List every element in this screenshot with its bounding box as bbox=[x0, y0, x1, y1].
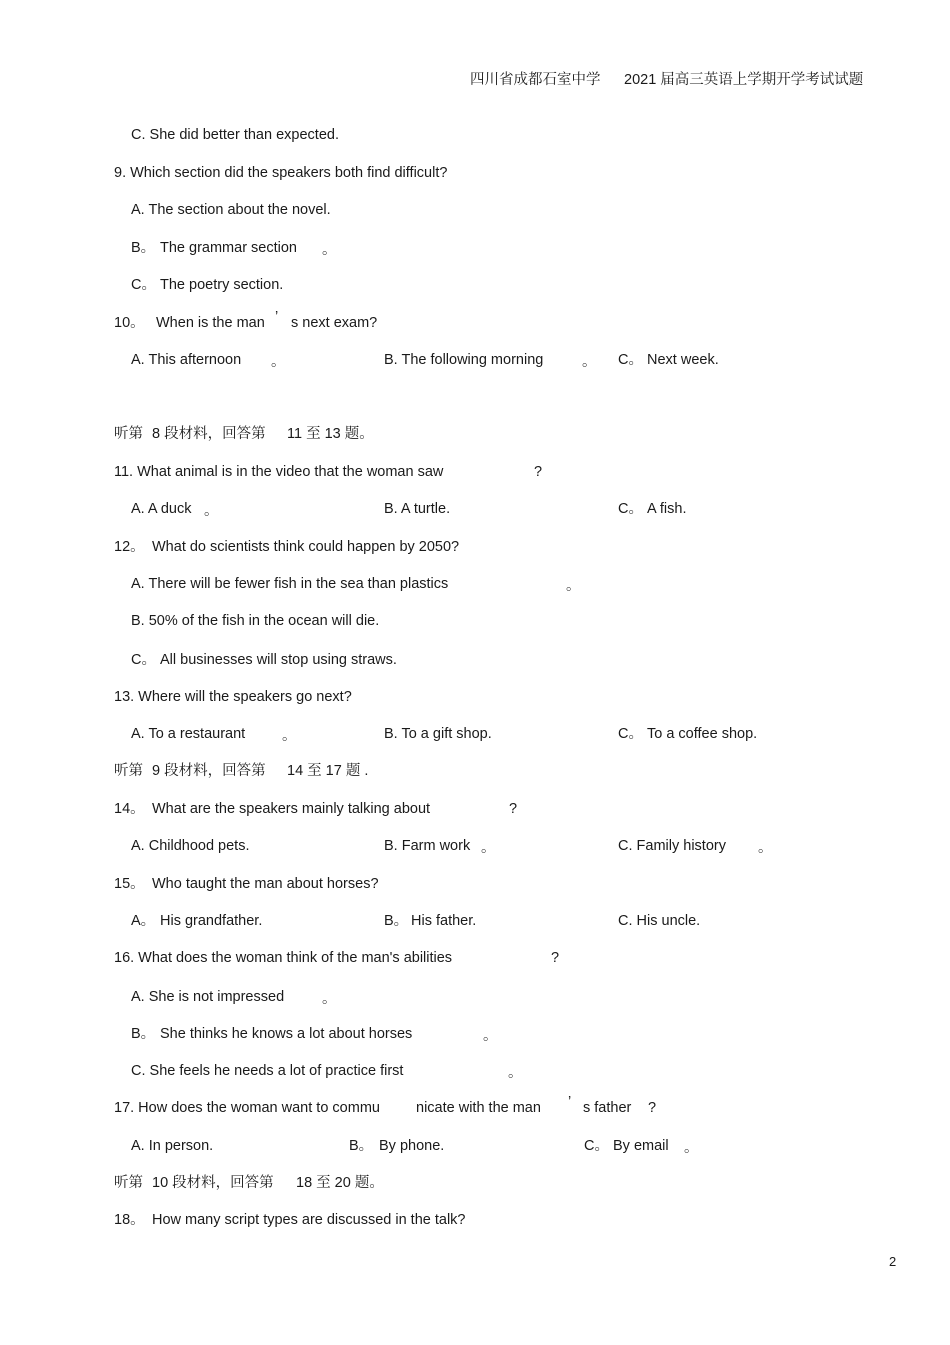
q17-option-c-period: 。 bbox=[684, 1140, 699, 1156]
q10-question-part1: When is the man bbox=[156, 315, 265, 331]
section8-label-b: 8 段材料，回答第 bbox=[152, 426, 266, 442]
q9-option-b-label: B。 bbox=[131, 240, 156, 256]
q17-question-part2: nicate with the man bbox=[416, 1100, 541, 1116]
q12-option-c-text: All businesses will stop using straws. bbox=[160, 652, 397, 668]
q16-option-b-period: 。 bbox=[483, 1028, 498, 1044]
q11-option-a-period: 。 bbox=[204, 503, 219, 519]
q11-option-c-text: A fish. bbox=[647, 501, 687, 517]
q17-option-b-label: B。 bbox=[349, 1138, 374, 1154]
q15-option-a-label: A。 bbox=[131, 913, 156, 929]
q10-question-part2: s next exam? bbox=[291, 315, 378, 331]
q10-option-c-text: Next week. bbox=[647, 352, 719, 368]
q10-option-b: B. The following morning bbox=[384, 352, 544, 368]
q15-option-a-text: His grandfather. bbox=[160, 913, 263, 929]
section9-label-c: 14 至 17 题 . bbox=[287, 763, 369, 779]
q13-option-c-text: To a coffee shop. bbox=[647, 726, 758, 742]
q16-question-mark: ? bbox=[551, 950, 560, 966]
q11-question-mark: ? bbox=[534, 464, 543, 480]
q17-question-part1: 17. How does the woman want to commu bbox=[114, 1100, 380, 1116]
q13-option-b: B. To a gift shop. bbox=[384, 726, 492, 742]
q17-apostrophe: ’ bbox=[568, 1094, 572, 1110]
q12-option-b: B. 50% of the fish in the ocean will die. bbox=[131, 613, 380, 629]
q14-number: 14。 bbox=[114, 801, 145, 817]
q10-option-c-label: C。 bbox=[618, 352, 643, 368]
q9-option-b-text: The grammar section bbox=[160, 240, 297, 256]
q17-option-b-text: By phone. bbox=[379, 1138, 445, 1154]
q10-option-a-period: 。 bbox=[271, 354, 286, 370]
page-number: 2 bbox=[889, 1254, 897, 1269]
header-school: 四川省成都石室中学 bbox=[470, 72, 601, 88]
q15-number: 15。 bbox=[114, 876, 145, 892]
q13-question: 13. Where will the speakers go next? bbox=[114, 689, 352, 705]
q16-option-a: A. She is not impressed bbox=[131, 989, 285, 1005]
q14-option-a: A. Childhood pets. bbox=[131, 838, 250, 854]
q12-number: 12。 bbox=[114, 539, 145, 555]
q10-number: 10。 bbox=[114, 315, 145, 331]
q14-option-c-period: 。 bbox=[758, 840, 773, 856]
q8-option-c: C. She did better than expected. bbox=[131, 127, 339, 143]
q9-question: 9. Which section did the speakers both find difficult? bbox=[114, 165, 448, 181]
q12-option-c-label: C。 bbox=[131, 652, 156, 668]
q11-option-b: B. A turtle. bbox=[384, 501, 451, 517]
q17-question-mark: ? bbox=[648, 1100, 657, 1116]
q17-option-a: A. In person. bbox=[131, 1138, 214, 1154]
q9-option-c-label: C。 bbox=[131, 277, 156, 293]
q15-option-b-text: His father. bbox=[411, 913, 477, 929]
section9-label-a: 听第 bbox=[114, 763, 143, 779]
q16-question: 16. What does the woman think of the man's abilities bbox=[114, 950, 453, 966]
q9-option-a: A. The section about the novel. bbox=[131, 202, 331, 218]
q12-option-a: A. There will be fewer fish in the sea than plastics bbox=[131, 576, 449, 592]
section8-label-a: 听第 bbox=[114, 426, 143, 442]
q13-option-a-period: 。 bbox=[282, 728, 297, 744]
q12-option-a-period: 。 bbox=[566, 578, 581, 594]
q17-question-part3: s father bbox=[583, 1100, 632, 1116]
q18-number: 18。 bbox=[114, 1212, 145, 1228]
q10-option-a: A. This afternoon bbox=[131, 352, 242, 368]
section9-label-b: 9 段材料，回答第 bbox=[152, 763, 266, 779]
q17-option-c-text: By email bbox=[613, 1138, 669, 1154]
q17-option-c-label: C。 bbox=[584, 1138, 609, 1154]
q9-option-b-period: 。 bbox=[322, 242, 337, 258]
q11-option-a: A. A duck bbox=[131, 501, 192, 517]
q15-question: Who taught the man about horses? bbox=[152, 876, 379, 892]
q16-option-b-label: B。 bbox=[131, 1026, 156, 1042]
q14-option-c: C. Family history bbox=[618, 838, 726, 854]
q13-option-a: A. To a restaurant bbox=[131, 726, 246, 742]
q10-option-b-period: 。 bbox=[582, 354, 597, 370]
q16-option-a-period: 。 bbox=[322, 991, 337, 1007]
q14-option-b: B. Farm work bbox=[384, 838, 471, 854]
section10-label-a: 听第 bbox=[114, 1175, 143, 1191]
header-title: 2021 届高三英语上学期开学考试试题 bbox=[624, 72, 864, 88]
q16-option-c: C. She feels he needs a lot of practice first bbox=[131, 1063, 404, 1079]
q14-option-b-period: 。 bbox=[481, 840, 496, 856]
q14-question-mark: ? bbox=[509, 801, 518, 817]
section10-label-b: 10 段材料，回答第 bbox=[152, 1175, 274, 1191]
section8-label-c: 11 至 13 题。 bbox=[287, 426, 374, 442]
q16-option-b-text: She thinks he knows a lot about horses bbox=[160, 1026, 413, 1042]
q12-question: What do scientists think could happen by 2050? bbox=[152, 539, 460, 555]
q13-option-c-label: C。 bbox=[618, 726, 643, 742]
q9-option-c-text: The poetry section. bbox=[160, 277, 284, 293]
q11-option-c-label: C。 bbox=[618, 501, 643, 517]
q15-option-c: C. His uncle. bbox=[618, 913, 701, 929]
section10-label-c: 18 至 20 题。 bbox=[296, 1175, 384, 1191]
q14-question: What are the speakers mainly talking about bbox=[152, 801, 431, 817]
q15-option-b-label: B。 bbox=[384, 913, 409, 929]
q10-apostrophe: ’ bbox=[275, 309, 279, 325]
q11-question: 11. What animal is in the video that the woman saw bbox=[114, 464, 444, 480]
q18-question: How many script types are discussed in the talk? bbox=[152, 1212, 466, 1228]
q16-option-c-period: 。 bbox=[508, 1065, 523, 1081]
